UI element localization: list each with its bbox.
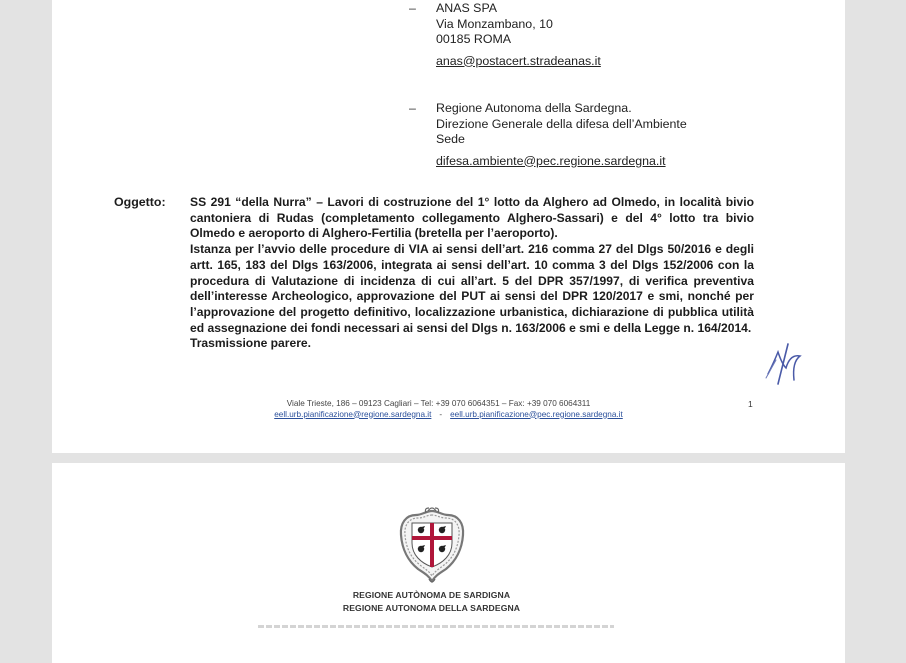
region-name-sardinian: REGIONE AUTÒNOMA DE SARDIGNA [352, 590, 511, 600]
page-number: 1 [748, 399, 753, 409]
subject-label: Oggetto: [114, 195, 166, 209]
footer-separator: - [439, 409, 443, 419]
recipient-name: ANAS SPA [436, 1, 498, 15]
recipient-regione [409, 101, 687, 169]
recipient-anas [409, 1, 601, 69]
recipient-email-link[interactable]: difesa.ambiente@pec.regione.sardegna.it [436, 153, 666, 168]
page-footer [52, 399, 845, 420]
subject-title: SS 291 “della Nurra” – Lavori di costruzione del 1° lotto da Alghero ad Olmedo, in località bivio cantoniera di Rudas (completamento collegamento Alghero-Sassari) e del 4° lotto tra bivio Olmedo e aeroporto di Alghero-Fertilia (bretella per l’aeroporto). [190, 195, 754, 241]
recipient-department: Direzione Generale della difesa dell’Ambiente [436, 116, 687, 131]
list-dash: – [409, 1, 416, 15]
subject-request: Istanza per l’avvio delle procedure di VIA ai sensi dell’art. 216 comma 27 del Dlgs 50/2016 e degli artt. 165, 183 del Dlgs 163/2006, integrata ai sensi dell’art. 10 comma 3 del Dlgs 152/2006 con la procedura di Valutazione di incidenza di cui all’art. 5 del DPR 357/1997, di verifica preventiva dell’interesse Archeologico, approvazione del PUT ai sensi del DPR 120/2017 e smi, nonché per l’approvazione del progetto definitivo, localizzazione urbanistica, dichiarazione di pubblica utilità ed assegnazione dei fondi necessari ai sensi del Dlgs n. 163/2006 e smi e della Legge n. 164/2014. [190, 242, 754, 335]
recipient-name: Regione Autonoma della Sardegna. [436, 101, 632, 115]
recipient-email-link[interactable]: anas@postacert.stradeanas.it [436, 53, 601, 68]
document-page-1 [52, 0, 845, 453]
region-name-italian: REGIONE AUTONOMA DELLA SARDEGNA [342, 603, 521, 613]
footer-address: Viale Trieste, 186 – 09123 Cagliari – Tel: +39 070 6064351 – Fax: +39 070 6064311 [286, 399, 591, 408]
recipient-location: Sede [436, 132, 465, 146]
signature-initials-icon [764, 340, 806, 388]
recipient-address: Via Monzambano, 10 [436, 16, 553, 31]
coat-of-arms-icon [396, 505, 468, 585]
document-page-2 [52, 463, 845, 663]
footer-pec-link[interactable]: eell.urb.pianificazione@pec.regione.sardegna.it [450, 409, 623, 419]
recipient-city: 00185 ROMA [436, 32, 512, 46]
footer-email-link[interactable]: eell.urb.pianificazione@regione.sardegna.it [274, 409, 432, 419]
list-dash: – [409, 101, 416, 115]
subject-body [190, 195, 754, 352]
subject-transmission: Trasmissione parere. [190, 336, 312, 351]
